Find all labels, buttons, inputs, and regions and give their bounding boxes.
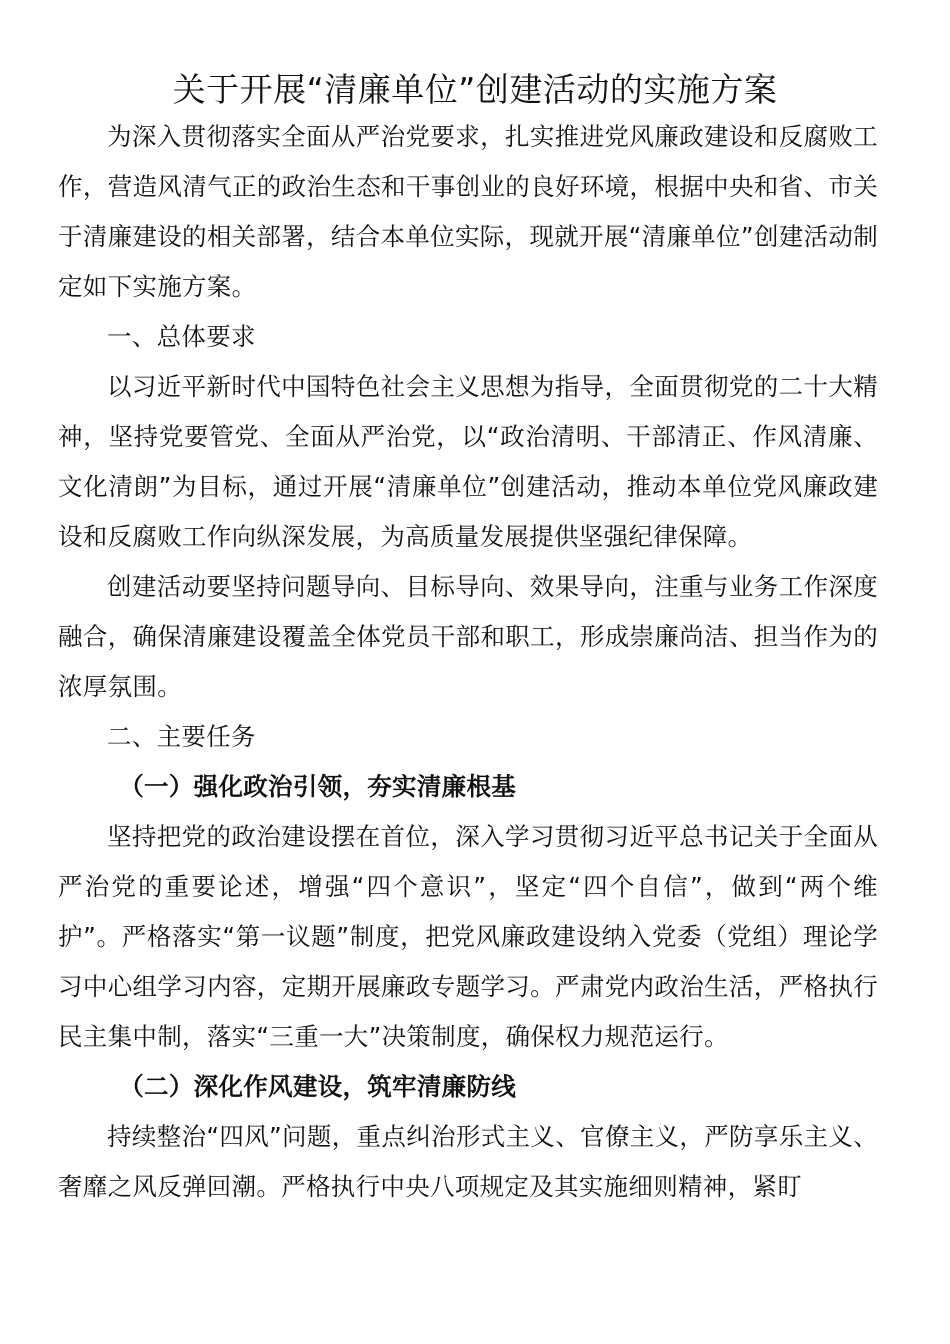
- document-title: 关于开展“清廉单位”创建活动的实施方案: [172, 70, 778, 109]
- subheading-political-guidance: （一）强化政治引领，夯实清廉根基: [119, 772, 517, 801]
- paragraph-four-winds: 持续整治“四风”问题，重点纠治形式主义、官僚主义，严防享乐主义、奢靡之风反弹回潮。严格执行中央八项规定及其实施细则精神，紧盯: [58, 1122, 878, 1201]
- section-heading-main-tasks: 二、主要任务: [107, 722, 256, 751]
- section-heading-general-requirements: 一、总体要求: [107, 322, 256, 351]
- paragraph-guiding-ideology: 以习近平新时代中国特色社会主义思想为指导，全面贯彻党的二十大精神，坚持党要管党、全面从严治党，以“政治清明、干部清正、作风清廉、文化清朗”为目标，通过开展“清廉单位”创建活动，推动本单位党风廉政建设和反腐败工作向纵深发展，为高质量发展提供坚强纪律保障。: [58, 372, 878, 551]
- paragraph-political-construction: 坚持把党的政治建设摆在首位，深入学习贯彻习近平总书记关于全面从严治党的重要论述，增强“四个意识”，坚定“四个自信”，做到“两个维护”。严格落实“第一议题”制度，把党风廉政建设纳入党委（党组）理论学习中心组学习内容，定期开展廉政专题学习。严肃党内政治生活，严格执行民主集中制，落实“三重一大”决策制度，确保权力规范运行。: [58, 822, 878, 1051]
- subheading-work-style: （二）深化作风建设，筑牢清廉防线: [119, 1072, 517, 1101]
- intro-paragraph: 为深入贯彻落实全面从严治党要求，扎实推进党风廉政建设和反腐败工作，营造风清气正的政治生态和干事创业的良好环境，根据中央和省、市关于清廉建设的相关部署，结合本单位实际，现就开展“清廉单位”创建活动制定如下实施方案。: [58, 122, 878, 301]
- paragraph-orientation: 创建活动要坚持问题导向、目标导向、效果导向，注重与业务工作深度融合，确保清廉建设覆盖全体党员干部和职工，形成崇廉尚洁、担当作为的浓厚氛围。: [58, 572, 878, 701]
- document-body: [58, 112, 878, 1212]
